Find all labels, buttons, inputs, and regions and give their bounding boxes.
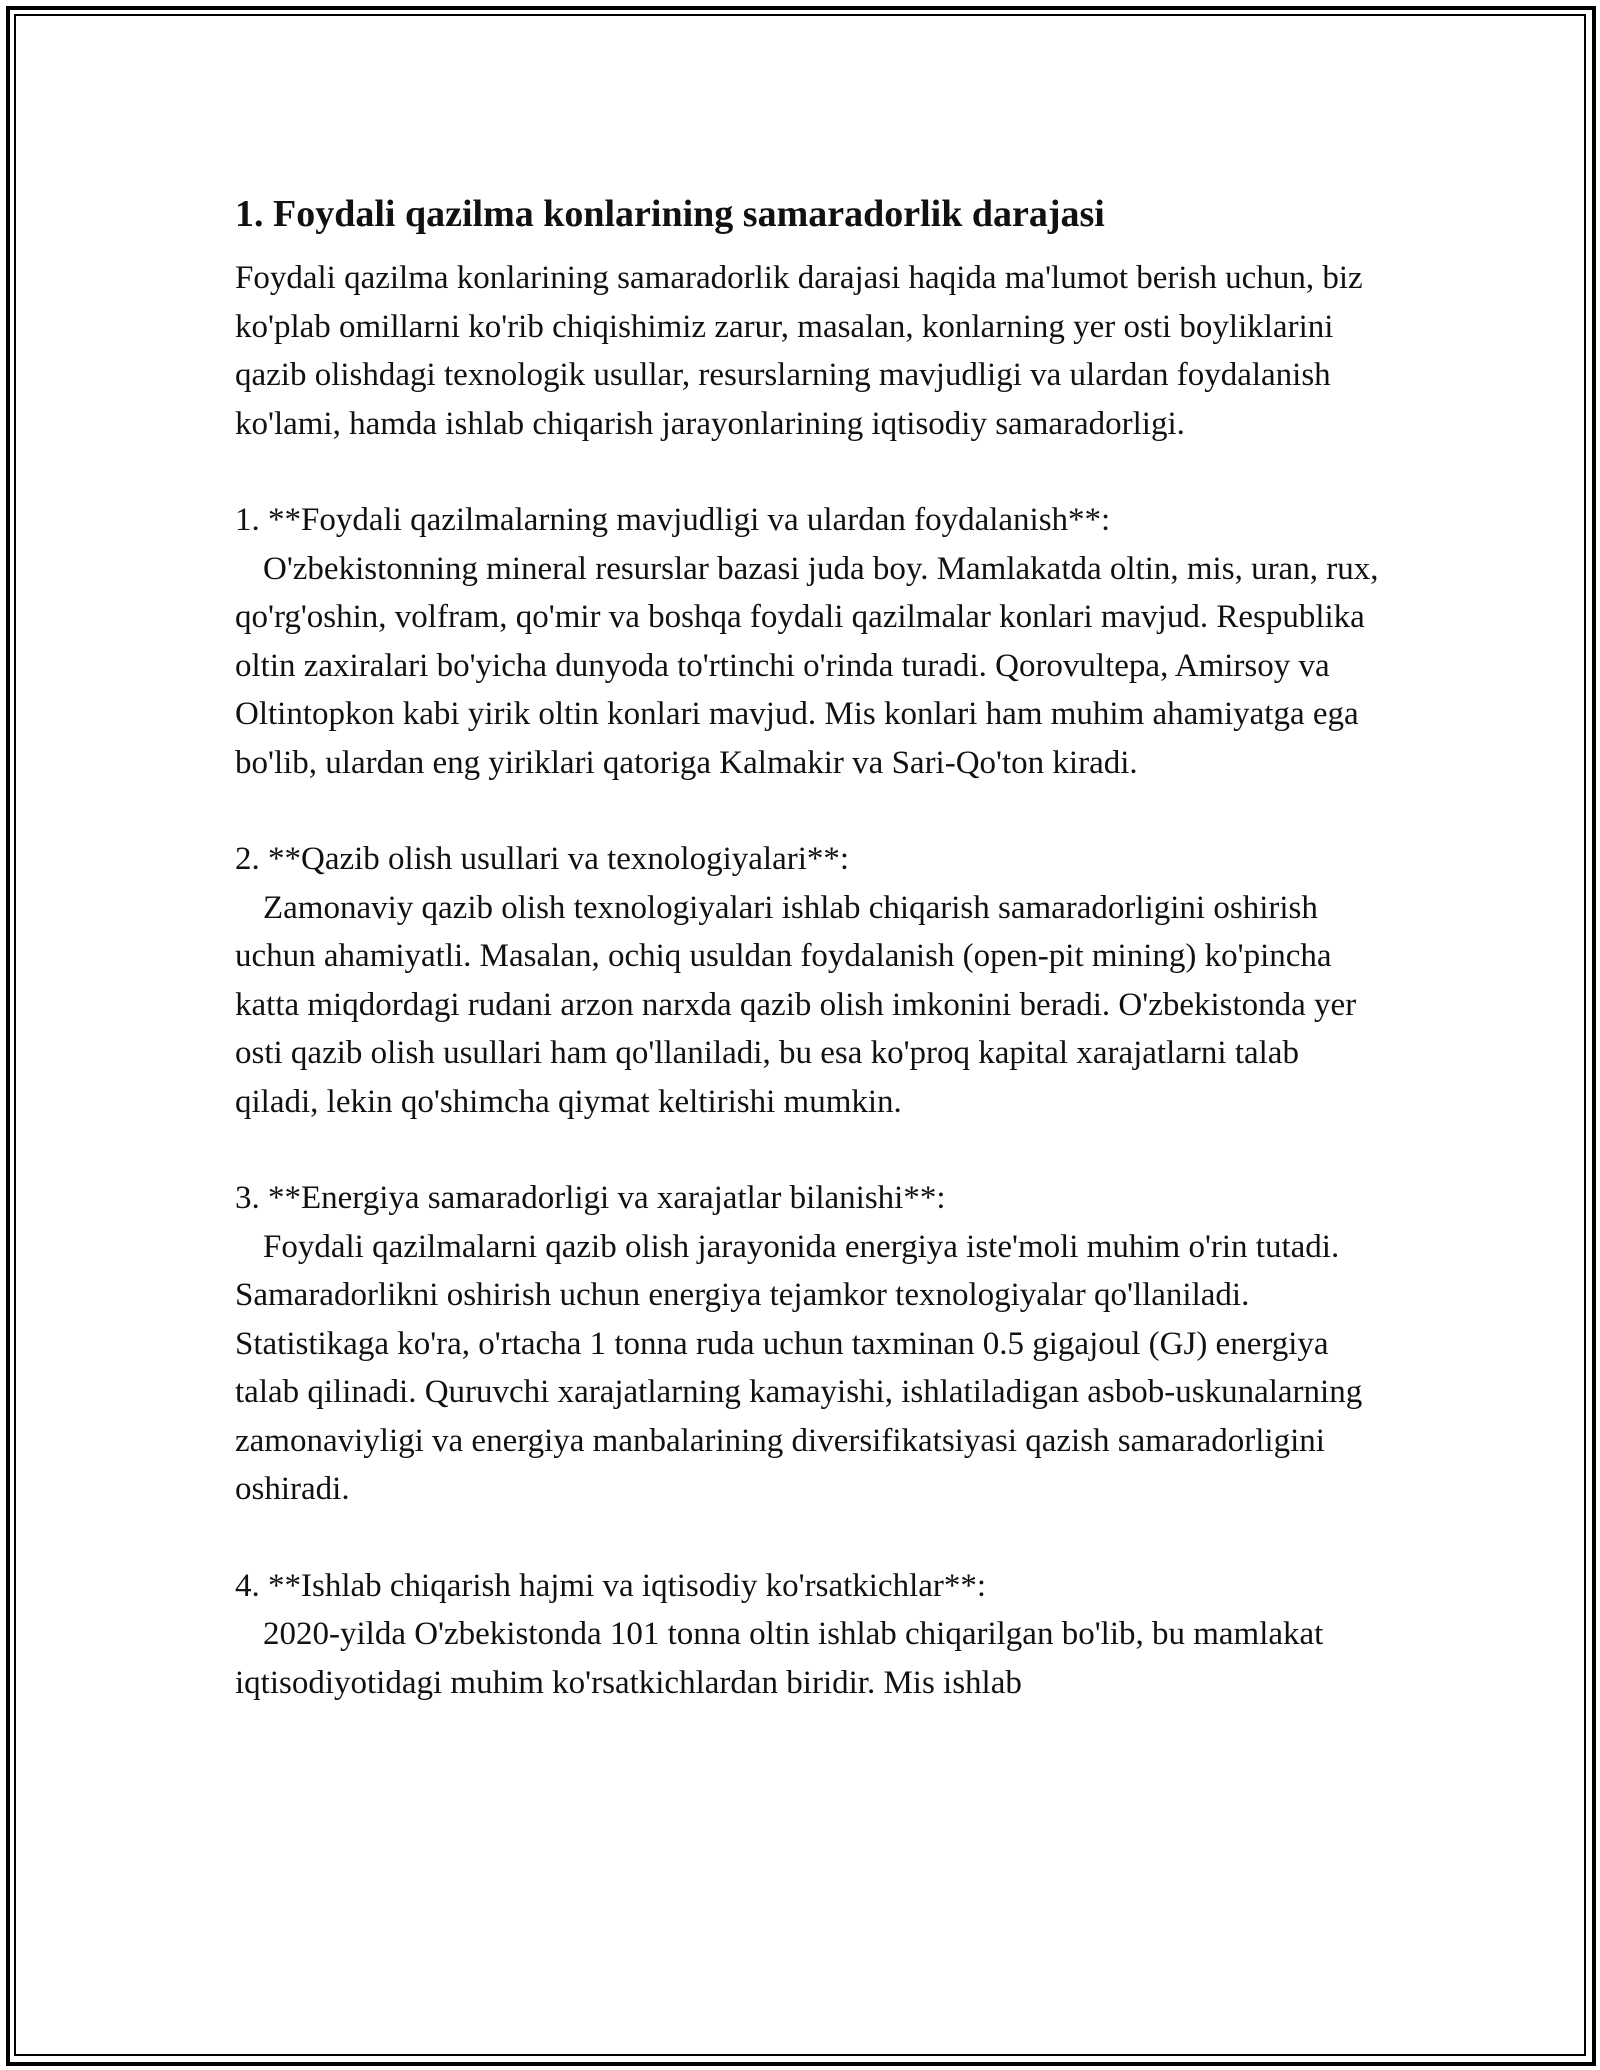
list-item [235, 1174, 1380, 1514]
list-item [235, 835, 1380, 1126]
list-item-body: Foydali qazilmalarni qazib olish jarayonida energiya iste'moli muhim o'rin tutadi. Samaradorlikni oshirish uchun energiya tejamkor texnologiyalar qo'llaniladi. Statistikaga ko'ra, o'rtacha 1 tonna ruda uchun taxminan 0.5 gigajoul (GJ) energiya talab qilinadi. Quruvchi xarajatlarning kamayishi, ishlatiladigan asbob-uskunalarning zamonaviyligi va energiya manbalarining diversifikatsiyasi qazish samaradorligini oshiradi. [235, 1228, 1363, 1507]
list-item-body: O'zbekistonning mineral resurslar bazasi juda boy. Mamlakatda oltin, mis, uran, rux, qo'rg'oshin, volfram, qo'mir va boshqa foydali qazilmalar konlari mavjud. Respublika oltin zaxiralari bo'yicha dunyoda to'rtinchi o'rinda turadi. Qorovultepa, Amirsoy va Oltintopkon kabi yirik oltin konlari mavjud. Mis konlari ham muhim ahamiyatga ega bo'lib, ulardan eng yiriklari qatoriga Kalmakir va Sari-Qo'ton kiradi. [235, 550, 1379, 781]
list-item-heading: 4. **Ishlab chiqarish hajmi va iqtisodiy ko'rsatkichlar**: [235, 1567, 987, 1604]
list-item-heading: 1. **Foydali qazilmalarning mavjudligi va ulardan foydalanish**: [235, 502, 1111, 538]
list-item-body: Zamonaviy qazib olish texnologiyalari ishlab chiqarish samaradorligini oshirish uchun ahamiyatli. Masalan, ochiq usuldan foydalanish (open-pit mining) ko'pincha katta miqdordagi rudani arzon narxda qazib olish imkonini beradi. O'zbekistonda yer osti qazib olish usullari ham qo'llaniladi, bu esa ko'proq kapital xarajatlarni talab qiladi, lekin qo'shimcha qiymat keltirishi mumkin. [235, 889, 1357, 1120]
list-item-heading: 3. **Energiya samaradorligi va xarajatlar bilanishi**: [235, 1180, 946, 1216]
document-title: 1. Foydali qazilma konlarining samaradorlik darajasi [235, 193, 1105, 235]
list-item [235, 1562, 1380, 1708]
intro-paragraph: Foydali qazilma konlarining samaradorlik darajasi haqida ma'lumot berish uchun, biz ko'plab omillarni ko'rib chiqishimiz zarur, masalan, konlarning yer osti boyliklarini qazib olishdagi texnologik usullar, resurslarning mavjudligi va ulardan foydalanish ko'lami, hamda ishlab chiqarish jarayonlarining iqtisodiy samaradorligi. [235, 260, 1363, 442]
list-item-body: 2020-yilda O'zbekistonda 101 tonna oltin ishlab chiqarilgan bo'lib, bu mamlakat iqtisodiyotidagi muhim ko'rsatkichlardan biridir. Mis ishlab [235, 1616, 1324, 1701]
list-item-heading: 2. **Qazib olish usullari va texnologiyalari**: [235, 841, 850, 877]
document-content [235, 186, 1380, 1707]
list-item [235, 496, 1380, 787]
